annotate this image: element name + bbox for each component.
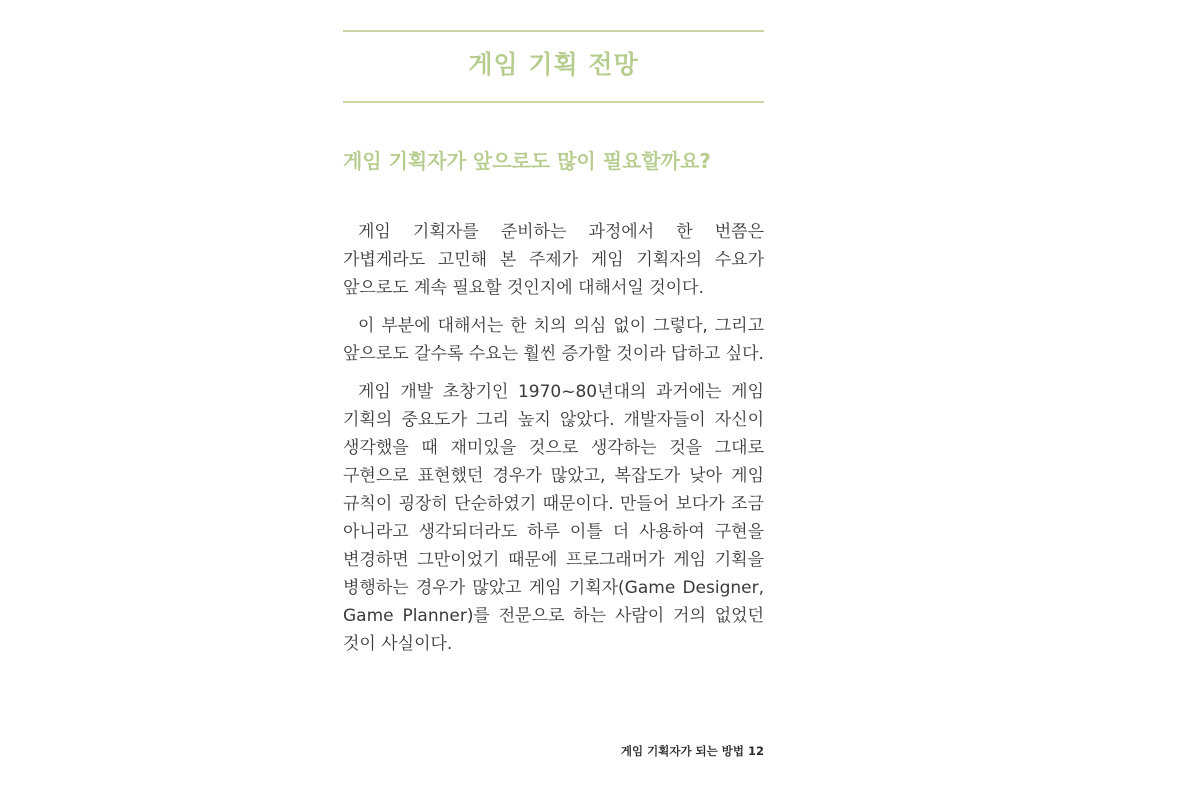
top-rule bbox=[343, 30, 764, 32]
paragraph-1: 게임 기획자를 준비하는 과정에서 한 번쯤은 가볍게라도 고민해 본 주제가 게임 기획자의 수요가 앞으로도 계속 필요할 것인지에 대해서일 것이다. bbox=[343, 222, 764, 298]
section-heading: 게임 기획자가 앞으로도 많이 필요할까요? bbox=[343, 149, 711, 173]
bottom-rule bbox=[343, 101, 764, 103]
page-footer: 게임 기획자가 되는 방법 12 bbox=[620, 744, 764, 758]
paragraph-3: 게임 개발 초창기인 1970~80년대의 과거에는 게임 기획의 중요도가 그리 높지 않았다. 개발자들이 자신이 생각했을 때 재미있을 것으로 생각하는 것을 그대로 구현으로 표현했던 경우가 많았고, 복잡도가 낮아 게임 규칙이 굉장히 단순하였기 때문이다. 만들어 보다가 조금 아니라고 생각되더라도 하루 이틀 더 사용하여 구현을 변경하면 그만이었기 때문에 프로그래머가 게임 기획을 병행하는 경우가 많았고 게임 기획자(Game Designer, Game Planner)를 전문으로 하는 사람이 거의 없었던 것이 사실이다. bbox=[343, 382, 764, 654]
body-text bbox=[343, 218, 764, 668]
chapter-title: 게임 기획 전망 bbox=[468, 50, 639, 79]
paragraph-2: 이 부분에 대해서는 한 치의 의심 없이 그렇다, 그리고 앞으로도 갈수록 수요는 훨씬 증가할 것이라 답하고 싶다. bbox=[343, 316, 764, 364]
page-column bbox=[343, 0, 764, 800]
